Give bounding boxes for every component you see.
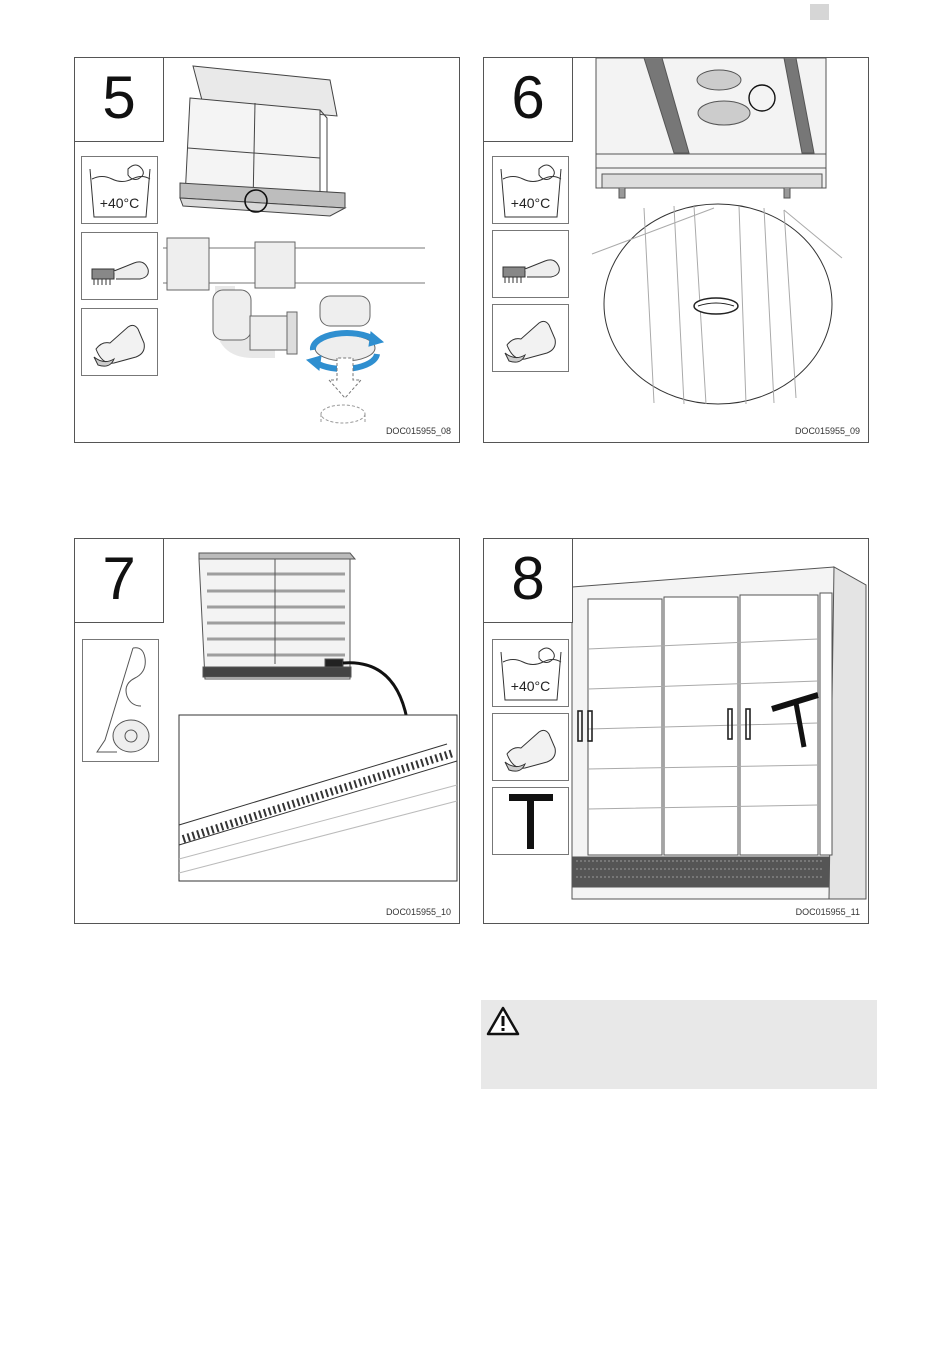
- step-number: 6: [511, 64, 545, 131]
- brush-icon: [492, 230, 569, 298]
- panel-step-7: [74, 538, 460, 924]
- step-number-box: [75, 58, 164, 142]
- temperature-label: +40°C: [99, 195, 140, 211]
- doc-code: DOC015955_09: [792, 426, 860, 436]
- gloved-hand-cloth-icon: [492, 304, 569, 372]
- doc-code: DOC015955_10: [383, 907, 451, 917]
- step-number: 8: [511, 545, 545, 612]
- step-number: 7: [102, 545, 136, 612]
- temperature-label: +40°C: [510, 678, 551, 694]
- panel-step-8: [483, 538, 869, 924]
- temperature-label: +40°C: [510, 195, 551, 211]
- washing-icon: [492, 156, 569, 224]
- squeegee-icon: [492, 787, 569, 855]
- doc-code: DOC015955_08: [383, 426, 451, 436]
- vacuum-cleaner-icon: [82, 639, 159, 762]
- step-number: 5: [102, 64, 136, 131]
- washing-icon: [492, 639, 569, 707]
- doc-code: DOC015955_11: [793, 907, 860, 917]
- step-number-box: [484, 58, 573, 142]
- gloved-hand-cloth-icon: [492, 713, 569, 781]
- panel-step-6: [483, 57, 869, 443]
- step-number-box: [484, 539, 573, 623]
- page-tab: [810, 4, 829, 20]
- warning-box: [481, 1000, 877, 1089]
- washing-icon: [81, 156, 158, 224]
- warning-triangle-icon: [486, 1006, 520, 1036]
- step-number-box: [75, 539, 164, 623]
- brush-icon: [81, 232, 158, 300]
- panel-step-5: [74, 57, 460, 443]
- gloved-hand-cloth-icon: [81, 308, 158, 376]
